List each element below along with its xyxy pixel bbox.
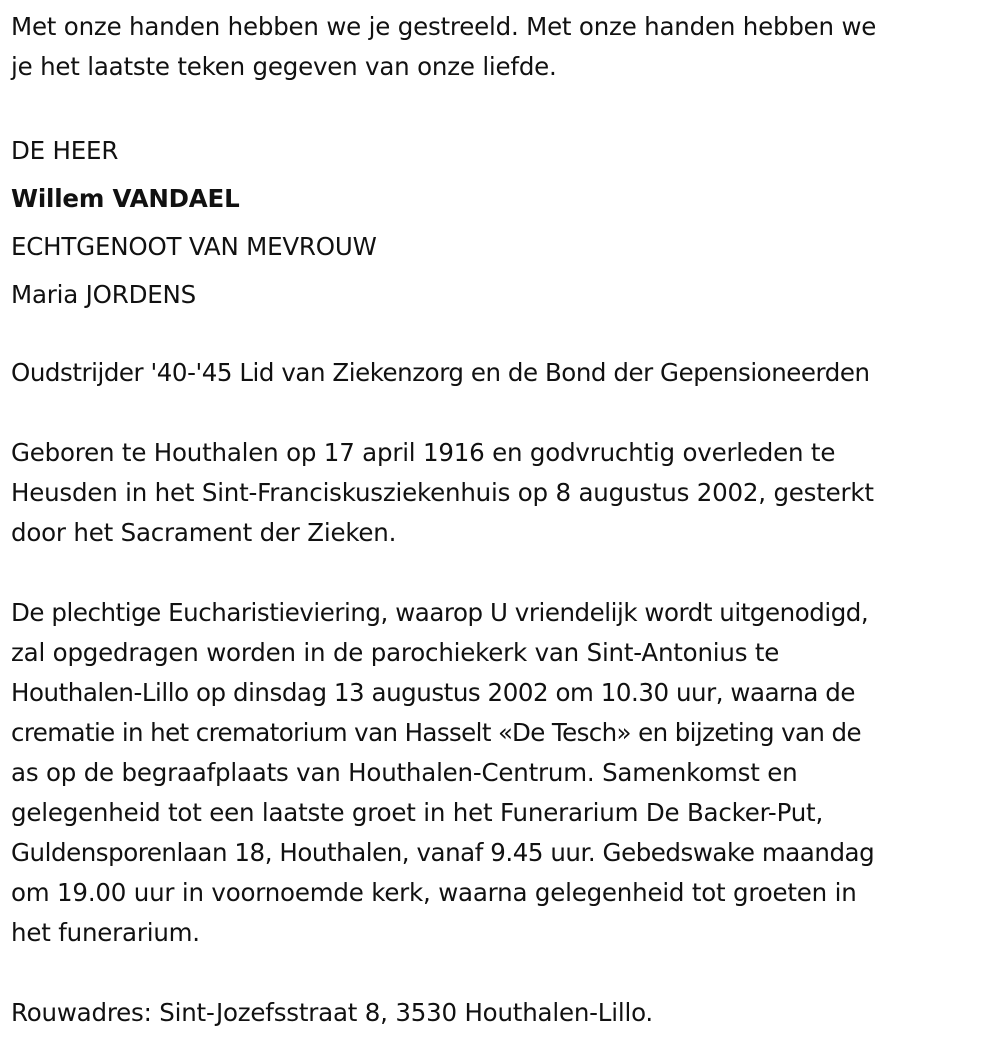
mourning-address: Rouwadres: Sint-Jozefsstraat 8, 3530 Houthalen-Lillo. — [11, 998, 654, 1027]
obituary-notice — [11, 7, 993, 1033]
paragraph-line: Houthalen-Lillo op dinsdag 13 augustus 2002 om 10.30 uur, waarna de — [11, 678, 856, 707]
spouse-name: Maria JORDENS — [11, 280, 196, 309]
memberships-line: Oudstrijder '40-'45 Lid van Ziekenzorg en de Bond der Gepensioneerden — [11, 358, 870, 387]
paragraph-line: Heusden in het Sint-Franciskusziekenhuis op 8 augustus 2002, gesterkt — [11, 478, 874, 507]
paragraph-line: as op de begraafplaats van Houthalen-Centrum. Samenkomst en — [11, 758, 798, 787]
birth-death-paragraph — [11, 433, 993, 553]
spacer — [11, 319, 993, 353]
deceased-relation: ECHTGENOOT VAN MEVROUW — [11, 232, 377, 261]
paragraph-line: het funerarium. — [11, 918, 200, 947]
spacer — [11, 393, 993, 433]
paragraph-line: door het Sacrament der Zieken. — [11, 518, 397, 547]
opening-verse-line: je het laatste teken gegeven van onze liefde. — [11, 52, 557, 81]
opening-verse-line: Met onze handen hebben we je gestreeld. Met onze handen hebben we — [11, 12, 877, 41]
paragraph-line: Guldensporenlaan 18, Houthalen, vanaf 9.45 uur. Gebedswake maandag — [11, 838, 875, 867]
spacer — [11, 953, 993, 993]
paragraph-line: crematie in het crematorium van Hasselt «De Tesch» en bijzeting van de — [11, 718, 861, 747]
spacer — [11, 553, 993, 593]
ceremony-paragraph — [11, 593, 993, 953]
paragraph-line: gelegenheid tot een laatste groet in het Funerarium De Backer-Put, — [11, 798, 824, 827]
paragraph-line: De plechtige Eucharistieviering, waarop U vriendelijk wordt uitgenodigd, — [11, 598, 869, 627]
opening-verse — [11, 7, 993, 87]
deceased-name: Willem VANDAEL — [11, 184, 240, 213]
paragraph-line: zal opgedragen worden in de parochiekerk van Sint-Antonius te — [11, 638, 780, 667]
paragraph-line: om 19.00 uur in voornoemde kerk, waarna gelegenheid tot groeten in — [11, 878, 857, 907]
spacer — [11, 87, 993, 127]
paragraph-line: Geboren te Houthalen op 17 april 1916 en godvruchtig overleden te — [11, 438, 836, 467]
deceased-title: DE HEER — [11, 136, 119, 165]
deceased-block — [11, 127, 993, 319]
